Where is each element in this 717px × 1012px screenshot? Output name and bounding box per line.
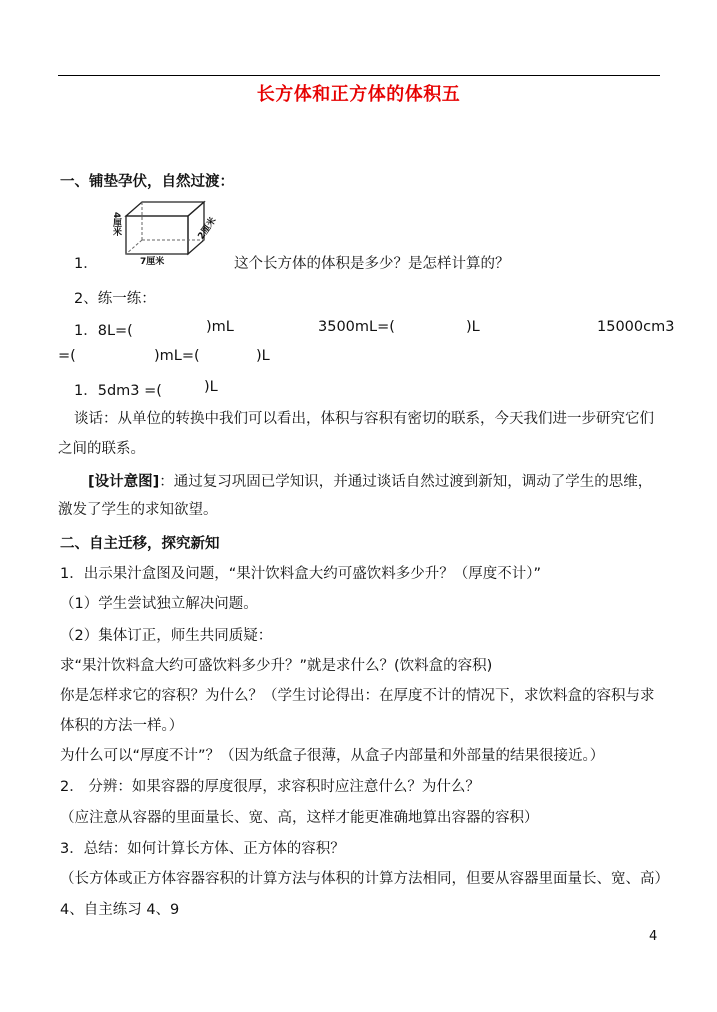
s2-line-3: （2）集体订正，师生共同质疑： — [60, 628, 273, 644]
section2-heading: 二、自主迁移，探究新知 — [60, 536, 220, 552]
practice-heading: 2、练一练： — [74, 291, 156, 307]
page-title: 长方体和正方体的体积五 — [256, 84, 461, 105]
practice-item-1: 1．8L=( — [74, 323, 133, 339]
s2-line-12: 4、自主练习 4、9 — [60, 902, 180, 918]
design-intent-tag: [设计意图] — [88, 474, 160, 490]
length-label: 7厘米 — [140, 257, 165, 267]
practice-item-3-l: )L — [256, 348, 270, 364]
s2-line-9: （应注意从容器的里面量长、宽、高，这样才能更准确地算出容器的容积） — [60, 810, 539, 826]
design-intent-line-2: 激发了学生的求知欲望。 — [58, 502, 218, 518]
page-number: 4 — [649, 929, 658, 944]
cuboid-figure — [111, 196, 219, 268]
talk-line-1: 谈话：从单位的转换中我们可以看出，体积与容积有密切的联系，今天我们进一步研究它们 — [74, 411, 654, 427]
practice-item-3-cont: =( — [58, 348, 76, 364]
s2-line-11: （长方体或正方体容器容积的计算方法与体积的计算方法相同，但要从容器里面量长、宽、高） — [60, 871, 669, 887]
s2-line-1: 1．出示果汁盒图及问题，“果汁饮料盒大约可盛饮料多少升？（厚度不计）” — [60, 566, 541, 582]
talk-line-2: 之间的联系。 — [58, 441, 145, 457]
s2-line-4: 求“果汁饮料盒大约可盛饮料多少升？”就是求什么？(饮料盒的容积) — [60, 658, 493, 674]
practice-item-3: 15000cm3 — [597, 319, 675, 335]
width-label: 2厘米 — [196, 215, 219, 242]
s2-line-2: （1）学生尝试独立解决问题。 — [60, 596, 258, 612]
s2-line-7: 为什么可以“厚度不计”？（因为纸盒子很薄，从盒子内部量和外部量的结果很接近。） — [60, 748, 605, 764]
s2-line-5: 你是怎样求它的容积？为什么？（学生讨论得出：在厚度不计的情况下，求饮料盒的容积与求 — [60, 688, 655, 704]
practice-item-1-unit: )mL — [206, 319, 234, 335]
practice-item-2: 3500mL=( — [318, 319, 395, 335]
q1-number: 1． — [74, 256, 98, 272]
height-label: 4厘米 — [111, 212, 121, 237]
practice-item-2-unit: )L — [466, 319, 480, 335]
practice-item-3-ml: )mL=( — [154, 348, 200, 364]
q1-text: 这个长方体的体积是多少？是怎样计算的？ — [234, 256, 510, 272]
s2-line-10: 3．总结：如何计算长方体、正方体的容积？ — [60, 841, 345, 857]
practice-item-4: 1．5dm3 =( — [74, 383, 162, 399]
s2-line-8: 2． 分辨：如果容器的厚度很厚，求容积时应注意什么？为什么？ — [60, 779, 480, 795]
practice-item-4-unit: )L — [204, 379, 218, 395]
s2-line-6: 体积的方法一样。） — [60, 718, 184, 734]
design-intent — [88, 470, 652, 491]
header-rule — [58, 75, 660, 76]
section1-heading: 一、铺垫孕伏，自然过渡： — [60, 174, 234, 190]
design-intent-text: ：通过复习巩固已学知识，并通过谈话自然过渡到新知，调动了学生的思维， — [159, 474, 653, 490]
